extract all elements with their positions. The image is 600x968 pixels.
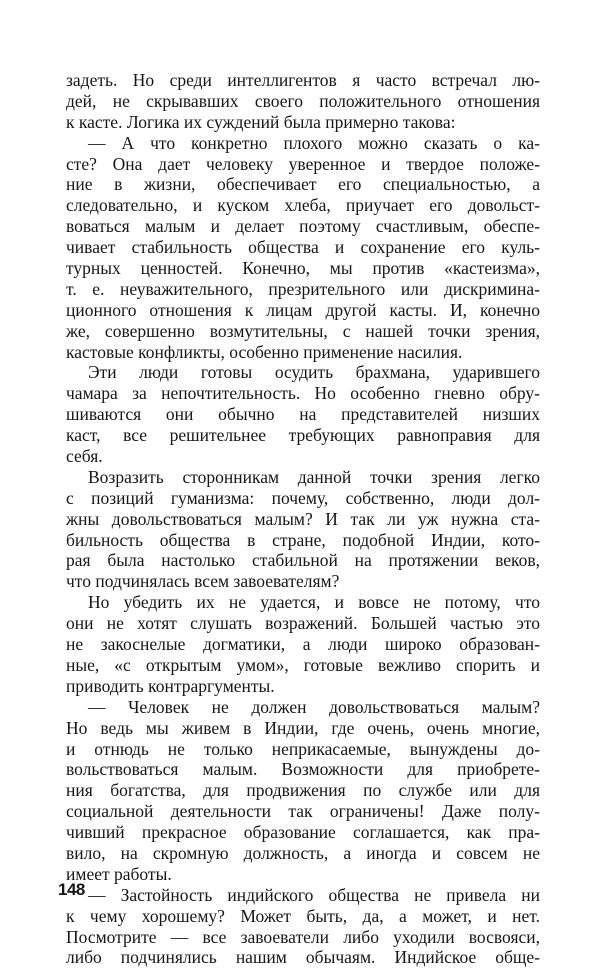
text-line: воваться малым и делает поэтому счастливым, обеспе- — [66, 216, 540, 237]
text-line: чивает стабильность общества и сохранение его куль- — [66, 237, 540, 258]
text-line: с позиций гуманизма: почему, собственно, люди дол- — [66, 487, 540, 508]
text-line: к чему хорошему? Может быть, да, а может, и нет. — [66, 905, 540, 926]
text-line: т. е. неуважительного, презрительного или дискримина- — [66, 278, 540, 299]
text-line: — Человек не должен довольствоваться малым? — [88, 696, 540, 717]
text-line: жны довольствоваться малым? И так ли уж нужна ста- — [66, 508, 540, 529]
text-line: — Застойность индийского общества не привела ни — [88, 884, 540, 905]
text-line: Посмотрите — все завоеватели либо уходили восвояси, — [66, 926, 540, 947]
text-line: ние в жизни, обеспечивает его специальностью, а — [66, 174, 540, 195]
text-line: что подчинялась всем завоевателям? — [66, 571, 340, 592]
text-line: чамара за непочтительность. Но особенно гневно обру- — [66, 383, 540, 404]
text-line: ционного отношения к лицам другой касты. И, конечно — [66, 299, 540, 320]
text-line: задеть. Но среди интеллигентов я часто встречал лю- — [66, 70, 540, 90]
text-line: вило, на скромную должность, а иногда и совсем не — [66, 842, 540, 863]
text-line: имеет работы. — [66, 863, 172, 884]
text-body — [66, 70, 540, 968]
text-line: бильность общества в стране, подобной Индии, кото- — [66, 529, 540, 550]
text-line: следовательно, и куском хлеба, приучает его довольст- — [66, 195, 540, 216]
text-line: же, совершенно возмутительны, с нашей точки зрения, — [66, 320, 540, 341]
text-line: себя. — [66, 446, 103, 467]
text-line: они не хотят слушать возражений. Большей частью это — [66, 613, 540, 634]
text-line: приводить контраргументы. — [66, 675, 275, 696]
text-line: турных ценностей. Конечно, мы против «кастеизма», — [66, 258, 540, 279]
text-line: социальной деятельности так ограничены! Даже полу- — [66, 801, 540, 822]
text-line: вольствоваться малым. Возможности для приобрете- — [66, 759, 540, 780]
text-line: Эти люди готовы осудить брахмана, ударившего — [88, 362, 540, 383]
text-line: Но ведь мы живем в Индии, где очень, очень многие, — [66, 717, 540, 738]
text-line: Возразить сторонникам данной точки зрения легко — [88, 466, 540, 487]
text-line: и отнюдь не только неприкасаемые, вынуждены до- — [66, 738, 540, 759]
text-line: каст, все решительнее требующих равноправия для — [66, 425, 540, 446]
text-line: ные, «с открытым умом», готовые вежливо спорить и — [66, 654, 540, 675]
text-line: — А что конкретно плохого можно сказать о ка- — [88, 132, 540, 153]
text-line: рая была настолько стабильной на протяжении веков, — [66, 550, 540, 571]
page-number: 148 — [58, 880, 85, 899]
text-line: Но убедить их не удается, и вовсе не потому, что — [88, 592, 540, 613]
text-line: сте? Она дает человеку уверенное и твердое положе- — [66, 153, 540, 174]
text-line: к касте. Логика их суждений была примерно такова: — [66, 111, 456, 132]
text-line: ния богатства, для продвижения по службе или для — [66, 780, 540, 801]
text-line: чивший прекрасное образование соглашается, как пра- — [66, 822, 540, 843]
text-line: кастовые конфликты, особенно применение насилия. — [66, 341, 463, 362]
text-line: дей, не скрывавших своего положительного отношения — [66, 90, 540, 111]
text-line: не закоснелые догматики, а люди широко образован- — [66, 634, 540, 655]
text-line: либо подчинялись нашим обычаям. Индийское обще- — [66, 947, 540, 968]
text-line: шиваются они обычно на представителей низших — [66, 404, 540, 425]
